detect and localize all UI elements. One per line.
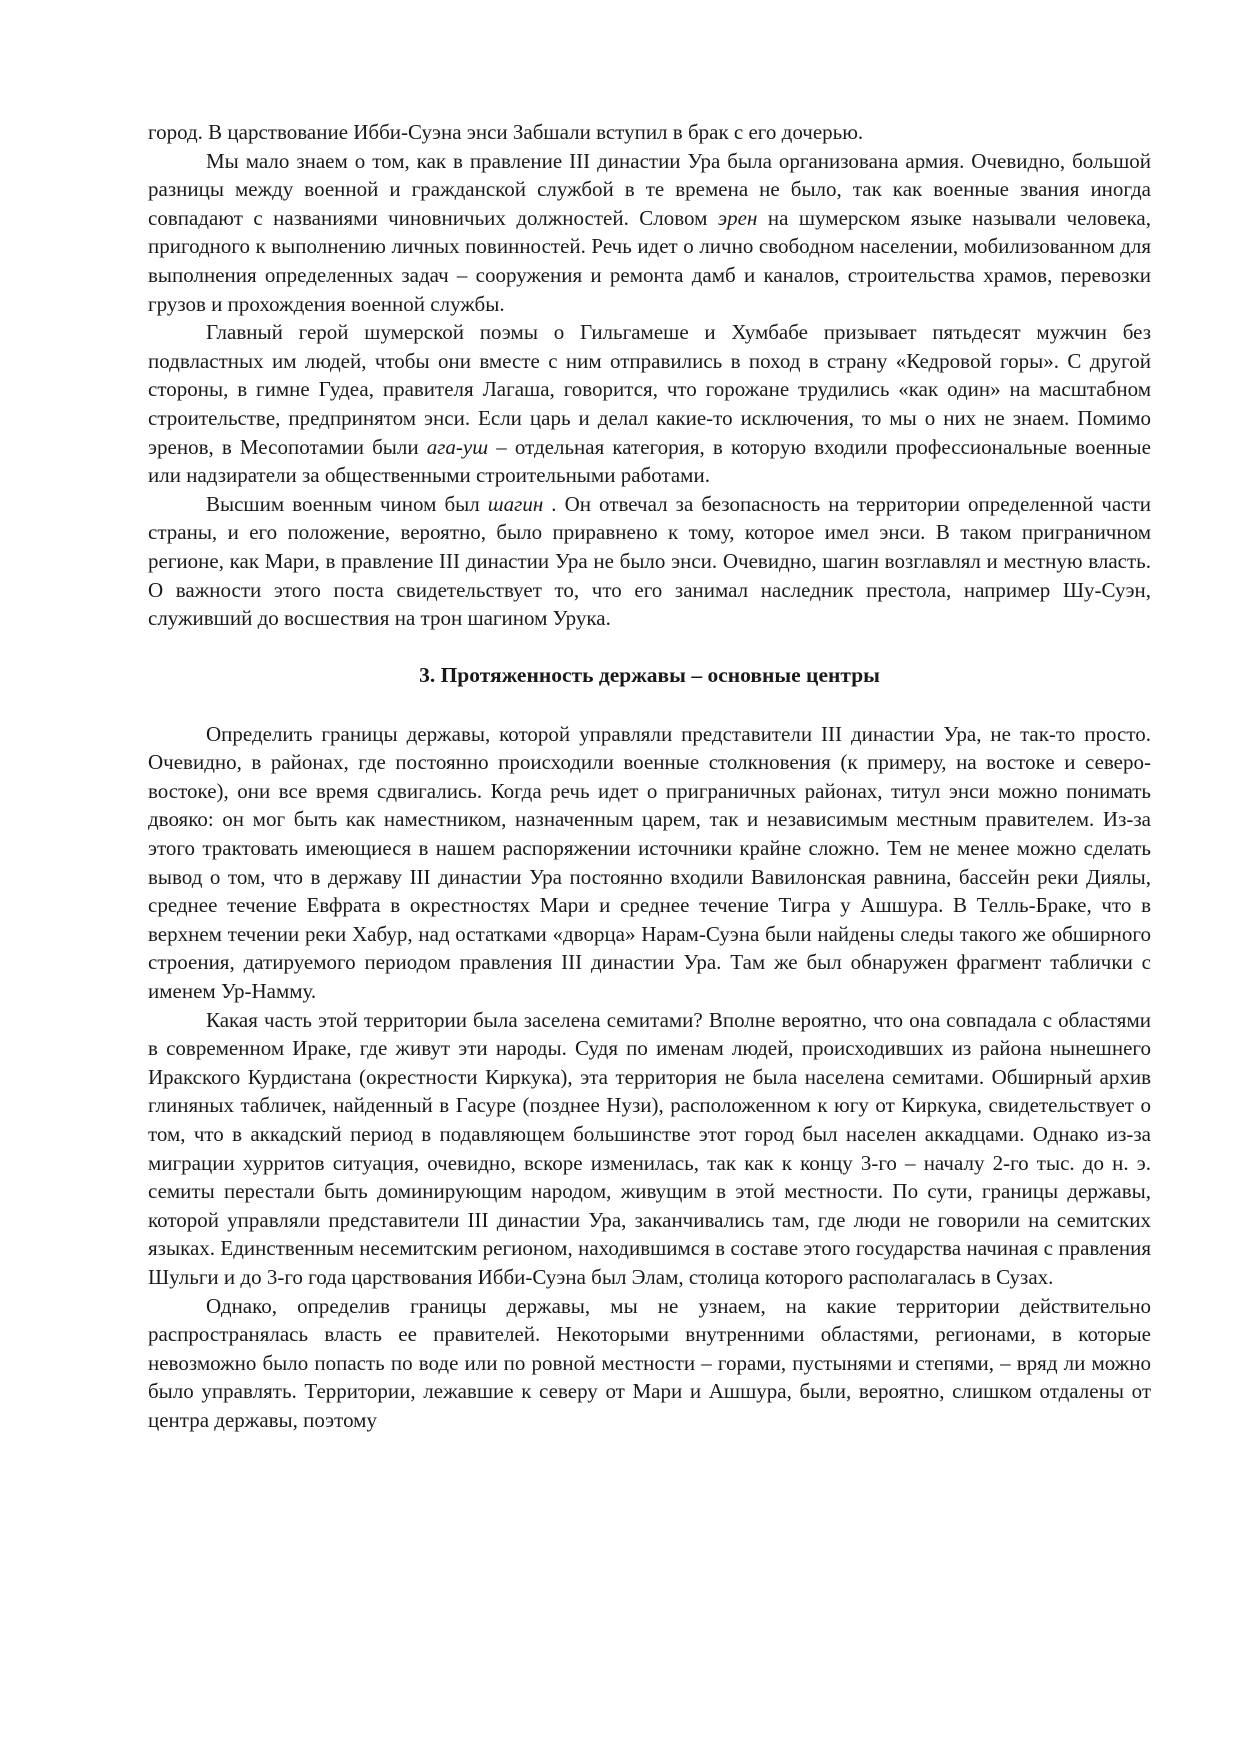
text-run: Высшим военным чином был [206,491,488,516]
document-page [148,118,1151,1435]
paragraph [148,490,1151,633]
text-run: Главный герой шумерской поэмы о Гильгамеше и Хумбабе призывает пятьдесят мужчин без подвластных им людей, чтобы они вместе с ним отправились в поход в страну «Кедровой горы». С другой стороны, в гимне Гудеа, правителя Лагаша, говорится, что горожане трудились «как один» на масштабном строительстве, предпринятом энси. Если царь и делал какие-то исключения, то мы о них не знаем. Помимо эренов, в Месопотамии были [148,320,1151,459]
italic-term: ага-уш [426,434,489,459]
paragraph [148,1006,1151,1292]
text-block-before-heading [148,118,1151,633]
paragraph [148,1292,1151,1435]
text-block-after-heading [148,720,1151,1435]
italic-term: шагин [487,491,544,516]
text-run: Однако, определив границы державы, мы не узнаем, на какие территории действительно распространялась власть ее правителей. Некоторыми внутренними областями, регионами, в которые невозможно было попасть по воде или по ровной местности – горами, пустынями и степями, – вряд ли можно было управлять. Территории, лежавшие к северу от Мари и Ашшура, были, вероятно, слишком отдалены от центра державы, поэтому [148,1293,1151,1432]
text-run: – отдельная категория, в которую входили профессиональные военные или надзиратели за общественными строительными работами. [148,434,1151,488]
text-run: Мы мало знаем о том, как в правление III династии Ура была организована армия. Очевидно, большой разницы между военной и гражданской службой в те времена не было, так как военные звания иногда совпадают с названиями чиновничьих должностей. Словом [148,148,1151,230]
text-run: город. В царствование Ибби-Суэна энси Забшали вступил в брак с его дочерью. [148,120,864,144]
italic-term: эрен [717,205,758,230]
text-run: на шумерском языке называли человека, пригодного к выполнению личных повинностей. Речь идет о лично свободном населении, мобилизованном для выполнения определенных задач – сооружения и ремонта дамб и каналов, строительства храмов, перевозки грузов и прохождения военной службы. [148,205,1151,316]
section-heading: 3. Протяженность державы – основные центры [419,662,880,687]
paragraph [148,147,1151,319]
text-run: Определить границы державы, которой управляли представители III династии Ура, не так-то просто. Очевидно, в районах, где постоянно происходили военные столкновения (к примеру, на востоке и северо-востоке), они все время сдвигались. Когда речь идет о приграничных районах, титул энси можно понимать двояко: он мог быть как наместником, назначенным царем, так и независимым местным правителем. Из-за этого трактовать имеющиеся в нашем распоряжении источники крайне сложно. Тем не менее можно сделать вывод о том, что в державу III династии Ура постоянно входили Вавилонская равнина, бассейн реки Диялы, среднее течение Евфрата в окрестностях Мари и среднее течение Тигра у Ашшура. В Телль-Браке, что в верхнем течении реки Хабур, над остатками «дворца» Нарам-Суэна были найдены следы такого же обширного строения, датируемого периодом правления III династии Ура. Там же был обнаружен фрагмент таблички с именем Ур-Намму. [148,721,1151,1004]
paragraph [148,118,1151,147]
text-run: Какая часть этой территории была заселена семитами? Вполне вероятно, что она совпадала с областями в современном Ираке, где живут эти народы. Судя по именам людей, происходивших из района нынешнего Иракского Курдистана (окрестности Киркука), эта территория не была населена семитами. Обширный архив глиняных табличек, найденный в Гасуре (позднее Нузи), расположенном к югу от Киркука, свидетельствует о том, что в аккадский период в подавляющем большинстве этот город был населен аккадцами. Однако из-за миграции хурритов ситуация, очевидно, вскоре изменилась, так как к концу 3-го – началу 2-го тыс. до н. э. семиты перестали быть доминирующим народом, живущим в этой местности. По сути, границы державы, которой управляли представители III династии Ура, заканчивались там, где люди не говорили на семитских языках. Единственным несемитским регионом, находившимся в составе этого государства начиная с правления Шульги и до 3-го года царствования Ибби-Суэна был Элам, столица которого располагалась в Сузах. [148,1007,1151,1289]
paragraph [148,318,1151,490]
text-run: . Он отвечал за безопасность на территории определенной части страны, и его положение, вероятно, было приравнено к тому, которое имел энси. В таком приграничном регионе, как Мари, в правление III династии Ура не было энси. Очевидно, шагин возглавлял и местную власть. О важности этого поста свидетельствует то, что его занимал наследник престола, например Шу-Суэн, служивший до восшествия на трон шагином Урука. [148,491,1152,631]
paragraph [148,720,1151,1006]
